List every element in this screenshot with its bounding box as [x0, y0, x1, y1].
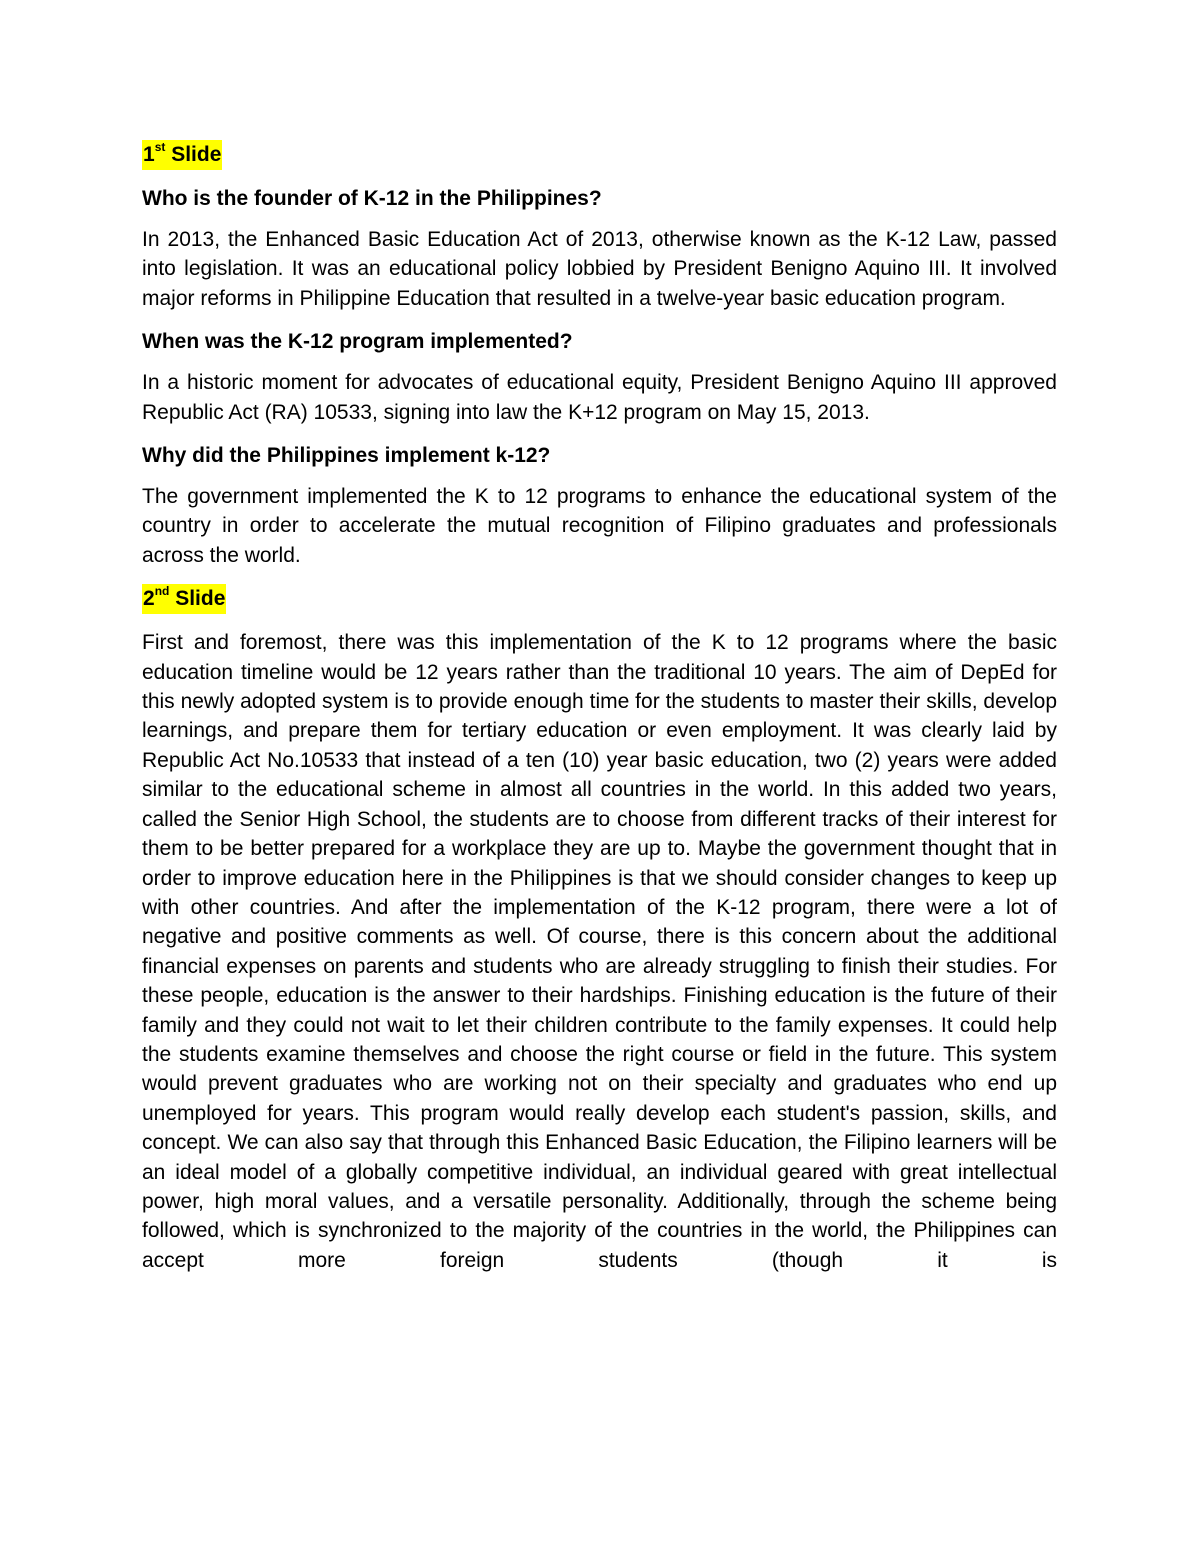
question-implemented-when: When was the K-12 program implemented? [142, 330, 573, 354]
answer-founder: In 2013, the Enhanced Basic Education Act of 2013, otherwise known as the K-12 Law, passed into legislation. It was an educational policy lobbied by President Benigno Aquino III. It involved major reforms in Philippine Education that resulted in a twelve-year basic education program. [142, 228, 1057, 310]
slide-2-heading [142, 584, 226, 614]
slide-2-heading-ordinal: nd [154, 584, 170, 599]
slide-2-heading-word: Slide [175, 587, 226, 611]
question-founder: Who is the founder of K-12 in the Philippines? [142, 187, 602, 210]
slide-2-heading-wrap [142, 584, 1057, 614]
slide-1-heading-number: 1 [143, 143, 155, 166]
slide-2-heading-number: 2 [143, 587, 155, 611]
slide-1-heading [142, 140, 222, 170]
slide-1-heading-word: Slide [171, 143, 222, 166]
slide-1-heading-wrap [142, 140, 1057, 170]
answer-why-implement: The government implemented the K to 12 programs to enhance the educational system of the country in order to accelerate the mutual recognition of Filipino graduates and professionals across the world. [142, 485, 1057, 567]
document-page [142, 140, 1057, 1289]
question-why-implement: Why did the Philippines implement k-12? [142, 444, 551, 468]
answer-implemented-when: In a historic moment for advocates of educational equity, President Benigno Aquino III approved Republic Act (RA) 10533, signing into law the K+12 program on May 15, 2013. [142, 371, 1057, 424]
slide-2-body: First and foremost, there was this implementation of the K to 12 programs where the basic education timeline would be 12 years rather than the traditional 10 years. The aim of DepEd for this newly adopted system is to provide enough time for the students to master their skills, develop learnings, and prepare them for tertiary education or even employment. It was clearly laid by Republic Act No.10533 that instead of a ten (10) year basic education, two (2) years were added similar to the educational scheme in almost all countries in the world. In this added two years, called the Senior High School, the students are to choose from different tracks of their interest for them to be better prepared for a workplace they are up to. Maybe the government thought that in order to improve education here in the Philippines is that we should consider changes to keep up with other countries. And after the implementation of the K-12 program, there were a lot of negative and positive comments as well. Of course, there is this concern about the additional financial expenses on parents and students who are already struggling to finish their studies. For these people, education is the answer to their hardships. Finishing education is the future of their family and they could not wait to let their children contribute to the family expenses. It could help the students examine themselves and choose the right course or field in the future. This system would prevent graduates who are working not on their specialty and graduates who end up unemployed for years. This program would really develop each student's passion, skills, and concept. We can also say that through this Enhanced Basic Education, the Filipino learners will be an ideal model of a globally competitive individual, an individual geared with great intellectual power, high moral values, and a versatile personality. Additionally, through the scheme being followed, which is synchronized to the majority of the countries in the world, the Philippines can accept more foreign students (though it is [142, 631, 1057, 1272]
slide-1-heading-ordinal: st [154, 140, 166, 154]
